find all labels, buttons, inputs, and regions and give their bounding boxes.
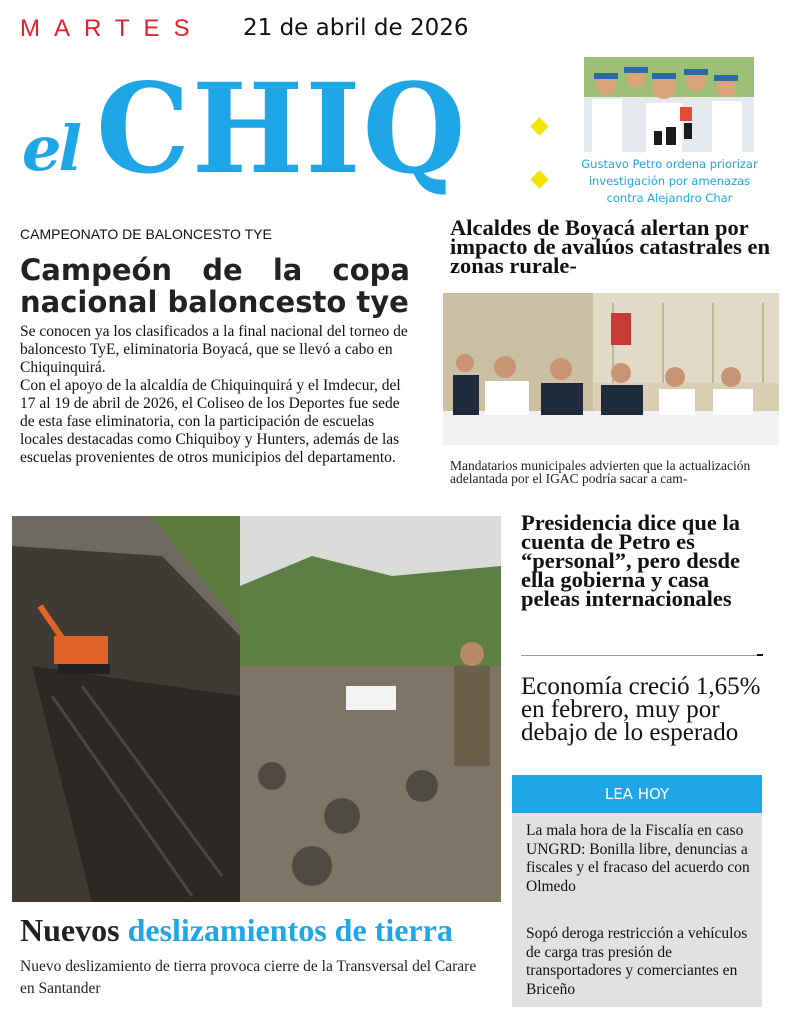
masthead-diamond-icon — [530, 117, 548, 135]
masthead-title: CHIQ — [96, 55, 468, 202]
boyaca-mayors-photo[interactable] — [443, 293, 779, 445]
lea-hoy-item[interactable]: Sopó deroga restricción a vehículos de carga tras presión de transportadores y comerciantes en Briceño — [526, 925, 748, 998]
boyaca-headline[interactable]: Alcaldes de Boyacá alertan por impacto de avalúos catastrales en zonas rurale- — [450, 215, 770, 278]
petro-story-caption[interactable]: Gustavo Petro ordena priorizar investigación por amenazas contra Alejandro Char — [581, 157, 758, 205]
main-article-body — [20, 323, 410, 467]
divider-dash — [757, 654, 763, 656]
landslide-summary: Nuevo deslizamiento de tierra provoca cierre de la Transversal del Carare en Santander — [20, 958, 477, 997]
lea-hoy-item[interactable]: La mala hora de la Fiscalía en caso UNGRD: Bonilla libre, denuncias a fiscales y el fracaso del acuerdo con Olmedo — [526, 822, 750, 895]
landslide-headline[interactable] — [20, 912, 453, 949]
lea-hoy-panel — [512, 813, 762, 1007]
main-headline[interactable] — [20, 254, 410, 318]
column-divider — [521, 655, 757, 656]
landslide-photo[interactable] — [12, 516, 501, 902]
lea-hoy-header: LEA HOY — [512, 775, 762, 813]
issue-date: 21 de abril de 2026 — [243, 15, 469, 41]
main-paragraph-1: Se conocen ya los clasificados a la final nacional del torneo de baloncesto TyE, eliminatoria Boyacá, que se llevó a cabo en Chiquinquirá. — [20, 323, 408, 376]
masthead-diamond-icon — [530, 170, 548, 188]
economia-headline[interactable]: Economía creció 1,65% en febrero, muy por debajo de lo esperado — [521, 673, 761, 746]
boyaca-caption: Mandatarios municipales advierten que la actualización adelantada por el IGAC podría sacar a cam- — [450, 458, 751, 486]
landslide-headline-part1: Nuevos — [20, 912, 120, 948]
main-headline-line2: nacional baloncesto tye — [20, 285, 409, 319]
main-headline-line1: Campeón de la copa — [20, 253, 410, 287]
masthead-prefix: el — [22, 112, 79, 185]
weekday-label: MARTES — [20, 15, 204, 42]
presidencia-headline[interactable]: Presidencia dice que la cuenta de Petro es “personal”, pero desde ella gobierna y casa peleas internacionales — [521, 510, 740, 611]
main-paragraph-2: Con el apoyo de la alcaldía de Chiquinquirá y el Imdecur, del 17 al 19 de abril de 2026, el Coliseo de los Deportes fue sede de esta fase eliminatoria, con la participación de escuelas locales destacadas como Chiquiboy y Hunters, además de las escuelas provenientes de otros municipios del departamento. — [20, 377, 401, 466]
section-kicker: CAMPEONATO DE BALONCESTO TYE — [20, 226, 272, 242]
petro-press-photo[interactable] — [584, 57, 754, 152]
landslide-headline-part2: deslizamientos de tierra — [127, 912, 453, 948]
